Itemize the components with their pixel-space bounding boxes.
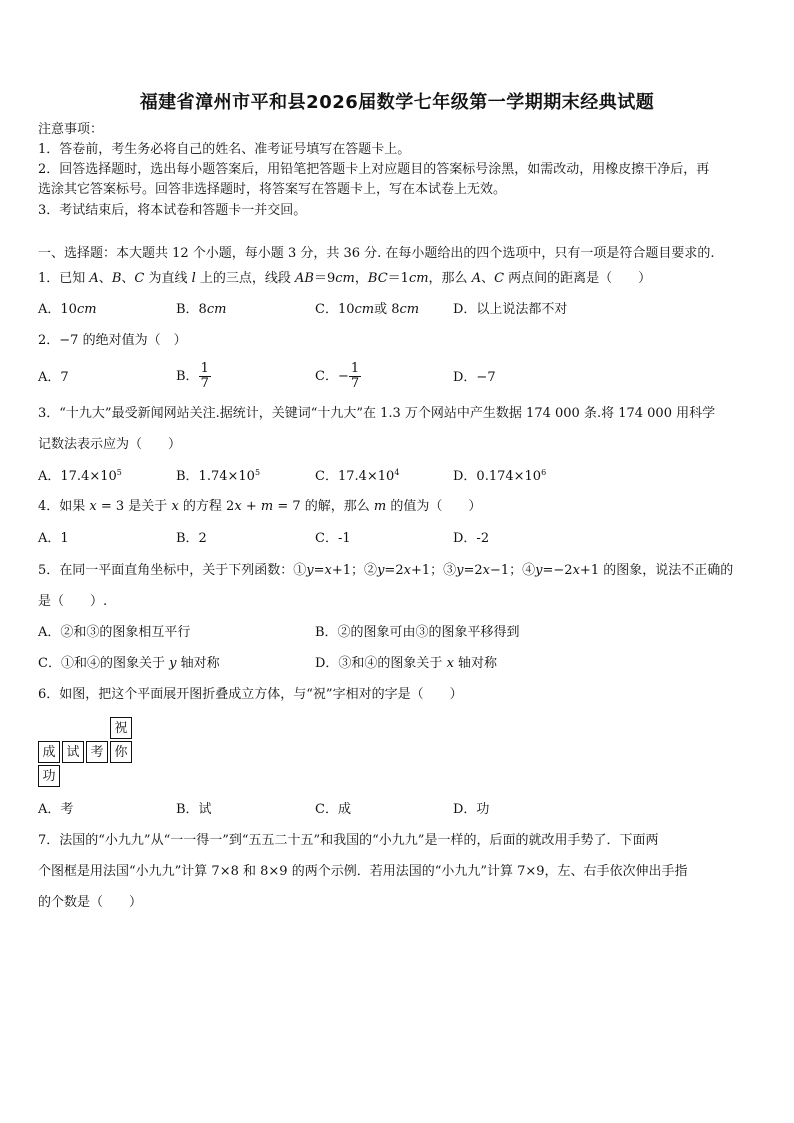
q4-option-b: B．2 (176, 531, 207, 546)
q3-option-b: B．$1.74\times 10^5$ (176, 468, 261, 484)
q6-option-b: B．试 (176, 802, 212, 817)
net-cell-cheng: 成 (38, 741, 60, 763)
q3-option-a: A．$17.4\times 10^5$ (38, 468, 122, 484)
question-4-stem: 4．如果 x = 3 是关于 x 的方程 2x + m = 7 的解，那么 m 的值为（ ） (38, 499, 482, 514)
fraction: $\frac{1}{7}$ (350, 361, 360, 391)
question-7-line-1: 7．法国的“小九九”从“一一得一”到“五五二十五”和我国的“小九九”是一样的，后面的就改用手势了．下面两 (38, 833, 659, 848)
q5-option-a: A．②和③的图象相互平行 (38, 625, 191, 640)
q1-option-d: D．以上说法都不对 (453, 302, 568, 317)
notice-heading: 注意事项： (38, 122, 104, 137)
net-cell-zhu: 祝 (110, 717, 132, 739)
question-2-stem: 2．−7 的绝对值为（ ） (38, 333, 187, 348)
net-cell-shi: 试 (62, 741, 84, 763)
net-cell-gong: 功 (38, 765, 60, 787)
q2-option-c: C．− $\frac{1}{7}$ (315, 361, 360, 391)
question-5-line-1: 5．在同一平面直角坐标中，关于下列函数：①y=x+1；②y=2x+1；③y=2x−1；④y=−2x+1 的图象，说法不正确的 (38, 563, 734, 578)
q1-option-a: A．10cm (38, 302, 97, 317)
q2-option-b: B． $\frac{1}{7}$ (176, 361, 209, 391)
q4-option-a: A．1 (38, 531, 69, 546)
notice-item-2: 2．回答选择题时，选出每小题答案后，用铅笔把答题卡上对应题目的答案标号涂黑，如需改动，用橡皮擦干净后，再 (38, 162, 710, 177)
q3-option-c: C．$17.4\times 10^4$ (315, 468, 400, 484)
page-title: 福建省漳州市平和县2026届数学七年级第一学期期末经典试题 (139, 92, 655, 113)
q5-option-c: C．①和④的图象关于 y 轴对称 (38, 656, 220, 671)
question-7-line-2: 个图框是用法国“小九九”计算 7×8 和 8×9 的两个示例．若用法国的“小九九”计算 7×9，左、右手依次伸出手指 (38, 864, 688, 879)
question-6-stem: 6．如图，把这个平面展开图折叠成立方体，与“祝”字相对的字是（ ） (38, 687, 463, 702)
q1-option-b: B．8cm (176, 302, 227, 317)
question-7-line-3: 的个数是（ ） (38, 895, 143, 910)
q5-option-d: D．③和④的图象关于 x 轴对称 (315, 656, 498, 671)
section-heading: 一、选择题：本大题共 12 个小题，每小题 3 分，共 36 分. 在每小题给出的四个选项中，只有一项是符合题目要求的. (38, 246, 715, 261)
q4-option-d: D．-2 (453, 531, 490, 546)
fraction: $\frac{1}{7}$ (200, 361, 209, 391)
q2-option-d: D．−7 (453, 370, 496, 385)
question-1-stem: 1．已知 A、B、C 为直线 l 上的三点，线段 AB＝9cm，BC＝1cm，那么 A、C 两点间的距离是（ ） (38, 271, 652, 286)
q2-option-a: A．7 (38, 370, 69, 385)
question-5-line-2: 是（ ）. (38, 594, 108, 609)
q1-option-c: C．10cm或 8cm (315, 302, 420, 317)
question-3-line-1: 3．“十九大”最受新闻网站关注.据统计，关键词“十九大”在 1.3 万个网站中产生数据 174 000 条.将 174 000 用科学 (38, 406, 716, 421)
q6-option-a: A．考 (38, 802, 74, 817)
q6-option-c: C．成 (315, 802, 351, 817)
notice-item-2-cont: 选涂其它答案标号。回答非选择题时，将答案写在答题卡上，写在本试卷上无效。 (38, 182, 507, 197)
q4-option-c: C．-1 (315, 531, 351, 546)
question-3-line-2: 记数法表示应为（ ） (38, 437, 182, 452)
notice-item-1: 1．答卷前，考生务必将自己的姓名、准考证号填写在答题卡上。 (38, 142, 411, 157)
net-cell-ni: 你 (110, 741, 132, 763)
q5-option-b: B．②的图象可由③的图象平移得到 (315, 625, 520, 640)
q6-option-d: D．功 (453, 802, 490, 817)
cube-net-figure (38, 717, 138, 789)
q3-option-d: D．$0.174\times 10^6$ (453, 468, 547, 484)
notice-item-3: 3．考试结束后，将本试卷和答题卡一并交回。 (38, 203, 307, 218)
net-cell-kao: 考 (86, 741, 108, 763)
